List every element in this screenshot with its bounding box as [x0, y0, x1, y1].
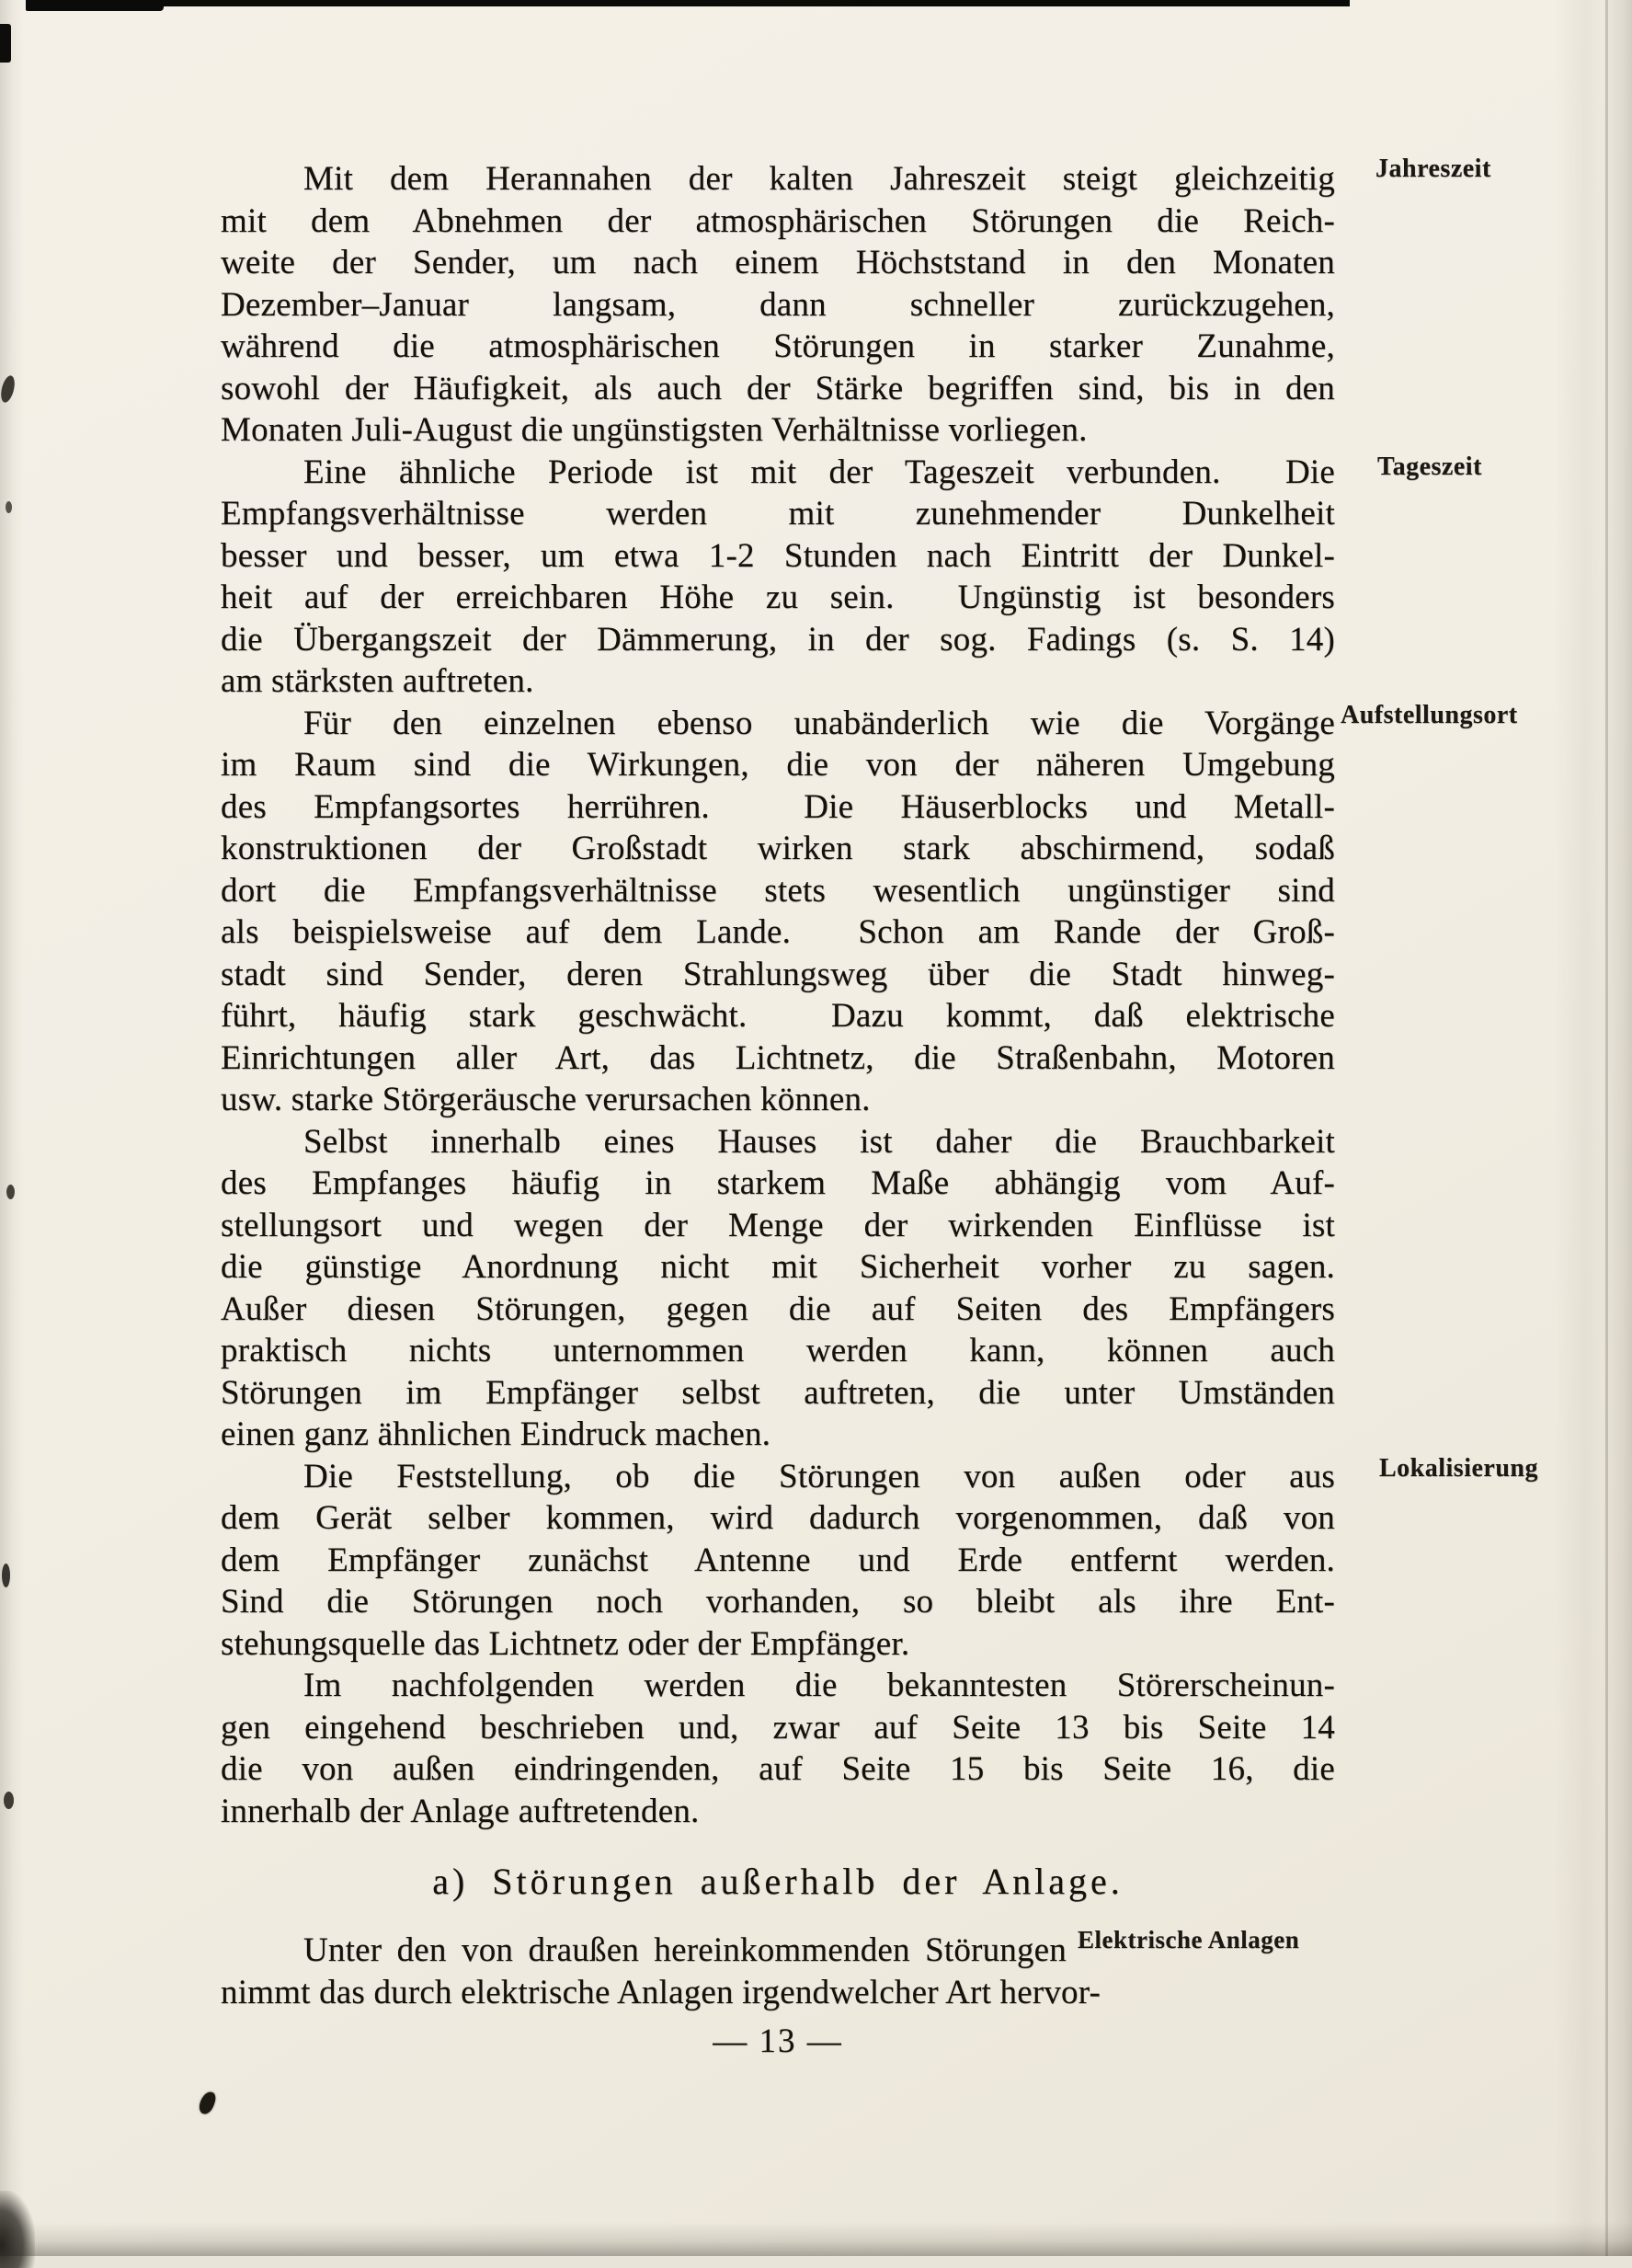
- text-line: heit auf der erreichbaren Höhe zu sein. Ungünstig ist besonders: [221, 578, 1335, 616]
- text-line: Selbst innerhalb eines Hauses ist daher die Brauchbarkeit: [303, 1122, 1335, 1161]
- text-line: stehungsquelle das Lichtnetz oder der Empfänger.: [221, 1624, 910, 1663]
- margin-note-aufstellungsort: Aufstellungsort: [1341, 701, 1518, 729]
- text-line: die günstige Anordnung nicht mit Sicherheit vorher zu sagen.: [221, 1248, 1335, 1286]
- section-heading: a) Störungen außerhalb der Anlage.: [432, 1861, 1124, 1902]
- text-line: die Übergangszeit der Dämmerung, in der sog. Fadings (s. S. 14): [221, 620, 1335, 659]
- text-line: Eine ähnliche Periode ist mit der Tageszeit verbunden. Die: [303, 452, 1335, 491]
- text-line: usw. starke Störgeräusche verursachen können.: [221, 1081, 871, 1118]
- margin-note-jahreszeit: Jahreszeit: [1375, 155, 1491, 183]
- text-line: führt, häufig stark geschwächt. Dazu kommt, daß elektrische: [221, 997, 1335, 1035]
- text-line: dem Empfänger zunächst Antenne und Erde entfernt werden.: [221, 1541, 1335, 1579]
- text-line: die von außen eindringenden, auf Seite 15 bis Seite 16, die: [221, 1750, 1335, 1788]
- text-line: Mit dem Herannahen der kalten Jahreszeit steigt gleichzeitig: [303, 160, 1335, 198]
- text-line: Empfangsverhältnisse werden mit zunehmender Dunkelheit: [221, 495, 1335, 533]
- page-number: — 13 —: [713, 2022, 843, 2060]
- text-line: sowohl der Häufigkeit, als auch der Stärke begriffen sind, bis in den: [221, 369, 1335, 407]
- text-line: dem Gerät selber kommen, wird dadurch vorgenommen, daß von: [221, 1499, 1335, 1537]
- margin-note-lokalisierung: Lokalisierung: [1379, 1454, 1538, 1483]
- text-line: praktisch nichts unternommen werden kann, können auch: [221, 1332, 1335, 1369]
- text-line: weite der Sender, um nach einem Höchststand in den Monaten: [221, 244, 1335, 281]
- text-line: stadt sind Sender, deren Strahlungsweg über die Stadt hinweg-: [221, 955, 1335, 993]
- text-line: als beispielsweise auf dem Lande. Schon am Rande der Groß-: [221, 913, 1335, 951]
- text-line: stellungsort und wegen der Menge der wirkenden Einflüsse ist: [221, 1206, 1335, 1244]
- text-line: während die atmosphärischen Störungen in starker Zunahme,: [221, 327, 1335, 365]
- text-line: konstruktionen der Großstadt wirken stark abschirmend, sodaß: [221, 830, 1335, 867]
- text-line: des Empfanges häufig in starkem Maße abhängig vom Auf-: [221, 1164, 1335, 1202]
- text-line: Die Feststellung, ob die Störungen von außen oder aus: [303, 1457, 1335, 1495]
- text-line: dort die Empfangsverhältnisse stets wesentlich ungünstiger sind: [221, 871, 1335, 910]
- text-line: Für den einzelnen ebenso unabänderlich wie die Vorgänge: [303, 704, 1335, 742]
- text-line: im Raum sind die Wirkungen, die von der näheren Umgebung: [221, 746, 1335, 784]
- text-line: gen eingehend beschrieben und, zwar auf Seite 13 bis Seite 14: [221, 1708, 1335, 1747]
- text-line: Unter den von draußen hereinkommenden Störungen: [303, 1931, 1067, 1969]
- text-line: des Empfangsortes herrühren. Die Häuserblocks und Metall-: [221, 787, 1335, 826]
- text-line: innerhalb der Anlage auftretenden.: [221, 1792, 700, 1830]
- text-line: Monaten Juli-August die ungünstigsten Verhältnisse vorliegen.: [221, 411, 1088, 449]
- text-line: nimmt das durch elektrische Anlagen irgendwelcher Art hervor-: [221, 1973, 1101, 2011]
- text-line: Im nachfolgenden werden die bekanntesten Störerscheinun-: [303, 1667, 1335, 1704]
- text-line: am stärksten auftreten.: [221, 662, 534, 700]
- margin-note-elektrische-anlagen: Elektrische Anlagen: [1078, 1926, 1300, 1953]
- text-line: Dezember–Januar langsam, dann schneller zurückzugehen,: [221, 285, 1335, 324]
- text-line: Einrichtungen aller Art, das Lichtnetz, die Straßenbahn, Motoren: [221, 1038, 1335, 1077]
- text-line: Sind die Störungen noch vorhanden, so bleibt als ihre Ent-: [221, 1583, 1335, 1621]
- margin-note-tageszeit: Tageszeit: [1377, 452, 1482, 481]
- text-line: besser und besser, um etwa 1-2 Stunden nach Eintritt der Dunkel-: [221, 536, 1335, 575]
- text-line: einen ganz ähnlichen Eindruck machen.: [221, 1415, 771, 1453]
- text-line: Außer diesen Störungen, gegen die auf Seiten des Empfängers: [221, 1289, 1335, 1328]
- text-line: mit dem Abnehmen der atmosphärischen Störungen die Reich-: [221, 201, 1335, 240]
- text-line: Störungen im Empfänger selbst auftreten, die unter Umständen: [221, 1373, 1335, 1412]
